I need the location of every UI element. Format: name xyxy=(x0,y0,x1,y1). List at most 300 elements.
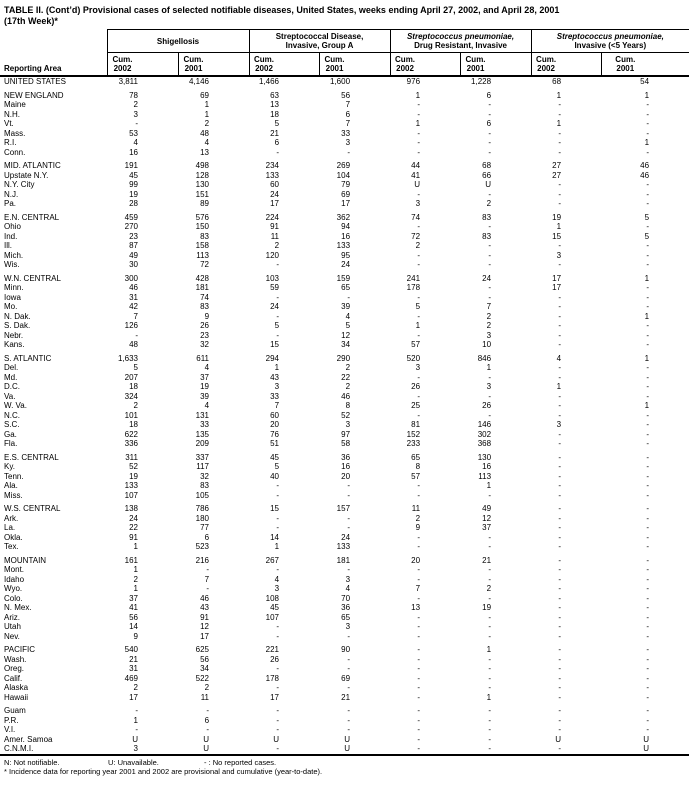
table-row xyxy=(0,716,689,726)
value-cell: U xyxy=(203,734,210,744)
value-cell: - xyxy=(347,481,351,490)
value-cell: 25 xyxy=(411,401,421,410)
value-cell: - xyxy=(347,715,351,725)
value-cell: 41 xyxy=(129,603,138,612)
value-cell: 4 xyxy=(204,138,210,147)
value-cell: 89 xyxy=(200,199,210,208)
value-cell: 52 xyxy=(341,410,351,420)
value-cell: - xyxy=(417,725,421,734)
table-row xyxy=(0,241,689,251)
value-cell: 1 xyxy=(415,90,421,100)
value-cell: - xyxy=(646,260,650,269)
value-cell: - xyxy=(417,311,421,321)
table-row xyxy=(0,331,689,341)
value-cell: 83 xyxy=(200,481,210,490)
value-cell: - xyxy=(558,471,562,481)
table-row xyxy=(0,312,689,322)
value-cell: - xyxy=(276,523,280,532)
value-cell: - xyxy=(646,372,650,382)
value-cell: - xyxy=(417,664,421,673)
value-cell: 13 xyxy=(270,100,280,109)
value-cell: 15 xyxy=(270,504,280,513)
value-cell: - xyxy=(488,631,492,641)
value-cell: - xyxy=(646,692,650,702)
value-cell: - xyxy=(558,439,562,448)
value-cell: - xyxy=(558,330,562,340)
value-cell: 107 xyxy=(124,490,138,500)
value-cell: 16 xyxy=(341,462,351,471)
value-cell: 7 xyxy=(415,584,421,593)
value-cell: - xyxy=(276,292,280,302)
value-cell: 91 xyxy=(129,532,138,542)
value-cell: - xyxy=(646,189,650,199)
table-row xyxy=(0,594,689,604)
table-title-line1: TABLE II. (Cont’d) Provisional cases of selected notifiable diseases, United States, weeks ending April 27, 2002, and April 28, 2001 xyxy=(4,5,560,15)
table-row xyxy=(0,199,689,209)
value-cell: 48 xyxy=(200,128,210,138)
table-row xyxy=(0,693,689,703)
value-cell: 191 xyxy=(124,161,138,170)
col-group-pneumoniae-drug-resistant-line2: Drug Resistant, Invasive xyxy=(414,41,507,50)
value-cell: - xyxy=(488,622,492,631)
reporting-area-cell: Wash. xyxy=(4,654,27,664)
value-cell: 37 xyxy=(129,593,138,603)
value-cell: 290 xyxy=(336,353,351,363)
table-row xyxy=(0,321,689,331)
value-cell: - xyxy=(276,683,280,692)
value-cell: 59 xyxy=(270,283,280,292)
value-cell: 32 xyxy=(200,340,210,349)
value-cell: U xyxy=(643,744,650,753)
value-cell: 24 xyxy=(341,260,351,269)
reporting-area-cell: R.I. xyxy=(4,138,17,147)
value-cell: 1 xyxy=(133,565,138,574)
table-row xyxy=(0,674,689,684)
value-cell: 36 xyxy=(341,603,351,612)
reporting-area-cell: Conn. xyxy=(4,147,26,157)
table-row xyxy=(0,584,689,594)
value-cell: 27 xyxy=(552,170,562,180)
value-cell: 4 xyxy=(345,311,351,321)
value-cell: 7 xyxy=(345,100,351,109)
reporting-area-cell: Ohio xyxy=(4,222,21,231)
value-cell: 12 xyxy=(482,513,492,523)
value-cell: - xyxy=(276,725,280,734)
value-cell: 11 xyxy=(200,692,210,702)
table-row xyxy=(0,706,689,716)
value-cell: 540 xyxy=(124,645,138,654)
value-cell: - xyxy=(417,744,421,753)
table-row xyxy=(0,373,689,383)
value-cell: 17 xyxy=(270,199,280,208)
value-cell: 22 xyxy=(341,372,351,382)
value-cell: 46 xyxy=(129,283,138,292)
value-cell: 17 xyxy=(200,631,210,641)
value-cell: 161 xyxy=(124,555,138,565)
value-cell: 58 xyxy=(341,439,351,448)
value-cell: 65 xyxy=(411,452,421,462)
value-cell: 3,811 xyxy=(118,77,138,86)
reporting-area-cell: UNITED STATES xyxy=(4,77,66,86)
value-cell: - xyxy=(646,222,650,231)
reporting-area-cell: Ala. xyxy=(4,481,18,490)
value-cell: 7 xyxy=(345,119,351,128)
value-cell: 83 xyxy=(200,302,210,311)
value-cell: 1,466 xyxy=(258,77,280,86)
value-cell: 43 xyxy=(200,603,210,612)
reporting-area-cell: W.S. CENTRAL xyxy=(4,504,61,513)
value-cell: 3 xyxy=(274,382,280,391)
reporting-area-cell: Calif. xyxy=(4,673,23,683)
value-cell: 31 xyxy=(129,292,138,302)
value-cell: - xyxy=(206,565,210,574)
value-cell: 95 xyxy=(341,250,351,260)
reporting-area-cell: Mont. xyxy=(4,565,25,574)
table-row xyxy=(0,100,689,110)
value-cell: 1,228 xyxy=(471,77,492,86)
value-cell: 12 xyxy=(341,330,351,340)
value-cell: 6 xyxy=(204,532,210,542)
value-cell: 21 xyxy=(341,692,351,702)
value-cell: 28 xyxy=(129,199,138,208)
value-cell: 2 xyxy=(486,199,492,208)
value-cell: - xyxy=(206,725,210,734)
value-cell: 27 xyxy=(552,161,562,170)
value-cell: - xyxy=(135,725,138,734)
value-cell: 7 xyxy=(486,302,492,311)
value-cell: 72 xyxy=(200,260,210,269)
col-group-pneumoniae-under5-line2: Invasive (<5 Years) xyxy=(574,41,647,50)
value-cell: - xyxy=(417,715,421,725)
value-cell: - xyxy=(646,410,650,420)
value-cell: 65 xyxy=(341,283,351,292)
value-cell: 1 xyxy=(415,321,421,330)
value-cell: - xyxy=(276,631,280,641)
value-cell: 15 xyxy=(270,340,280,349)
table-row xyxy=(0,213,689,223)
value-cell: - xyxy=(558,523,562,532)
value-cell: U xyxy=(344,744,351,753)
value-cell: 21 xyxy=(482,555,492,565)
value-cell: 6 xyxy=(486,119,492,128)
value-cell: - xyxy=(558,109,562,119)
value-cell: - xyxy=(646,439,650,448)
value-cell: - xyxy=(646,673,650,683)
value-cell: 337 xyxy=(195,452,210,462)
value-cell: - xyxy=(276,311,280,321)
value-cell: 20 xyxy=(341,471,351,481)
cum-2002-header: Cum. 2002 xyxy=(390,53,460,77)
value-cell: 4 xyxy=(345,584,351,593)
table-row xyxy=(0,401,689,411)
value-cell: - xyxy=(558,490,562,500)
value-cell: - xyxy=(488,292,492,302)
value-cell: 2 xyxy=(133,100,138,109)
table-row xyxy=(0,222,689,232)
value-cell: - xyxy=(646,574,650,584)
value-cell: 368 xyxy=(477,439,492,448)
value-cell: 135 xyxy=(195,429,210,439)
value-cell: 4 xyxy=(204,401,210,410)
value-cell: - xyxy=(276,664,280,673)
value-cell: 16 xyxy=(341,231,351,241)
table-row xyxy=(0,533,689,543)
value-cell: 21 xyxy=(270,128,280,138)
value-cell: - xyxy=(276,330,280,340)
value-cell: U xyxy=(643,734,650,744)
value-cell: 1 xyxy=(556,382,562,391)
value-cell: 1 xyxy=(644,353,650,363)
value-cell: 57 xyxy=(411,340,421,349)
value-cell: - xyxy=(558,128,562,138)
value-cell: - xyxy=(276,260,280,269)
col-group-shigellosis-label: Shigellosis xyxy=(156,36,200,46)
value-cell: 10 xyxy=(482,340,492,349)
value-cell: 90 xyxy=(341,645,351,654)
reporting-area-cell: E.N. CENTRAL xyxy=(4,212,60,222)
value-cell: 207 xyxy=(124,372,138,382)
value-cell: - xyxy=(417,138,421,147)
value-cell: 24 xyxy=(270,189,280,199)
value-cell: 2 xyxy=(345,363,351,372)
reporting-area-cell: Wyo. xyxy=(4,584,23,593)
value-cell: - xyxy=(646,292,650,302)
value-cell: 3 xyxy=(345,420,351,429)
value-cell: 1,600 xyxy=(330,77,351,86)
value-cell: - xyxy=(417,683,421,692)
cum-2002-header: Cum. 2002 xyxy=(107,53,178,77)
reporting-area-cell: NEW ENGLAND xyxy=(4,90,64,100)
value-cell: - xyxy=(558,706,562,715)
value-cell: - xyxy=(646,429,650,439)
value-cell: 7 xyxy=(204,574,210,584)
table-row xyxy=(0,110,689,120)
value-cell: - xyxy=(206,706,210,715)
value-cell: - xyxy=(646,532,650,542)
value-cell: 2 xyxy=(415,241,421,250)
value-cell: 611 xyxy=(196,353,210,363)
value-cell: 19 xyxy=(482,603,492,612)
value-cell: 54 xyxy=(640,77,650,86)
value-cell: - xyxy=(558,452,562,462)
value-cell: 133 xyxy=(124,481,138,490)
value-cell: 108 xyxy=(265,593,280,603)
value-cell: - xyxy=(347,147,351,157)
table-row xyxy=(0,725,689,735)
value-cell: - xyxy=(135,706,138,715)
value-cell: - xyxy=(646,504,650,513)
value-cell: - xyxy=(417,330,421,340)
value-cell: - xyxy=(646,128,650,138)
value-cell: - xyxy=(558,302,562,311)
reporting-area-cell: Utah xyxy=(4,622,21,631)
value-cell: - xyxy=(276,481,280,490)
value-cell: - xyxy=(646,330,650,340)
table-row xyxy=(0,439,689,449)
reporting-area-cell: Ill. xyxy=(4,241,12,250)
value-cell: 324 xyxy=(124,391,138,401)
value-cell: - xyxy=(558,401,562,410)
value-cell: 69 xyxy=(200,90,210,100)
table-row xyxy=(0,411,689,421)
value-cell: 576 xyxy=(195,212,210,222)
value-cell: 181 xyxy=(336,555,351,565)
value-cell: - xyxy=(347,706,351,715)
value-cell: - xyxy=(558,683,562,692)
reporting-area-cell: P.R. xyxy=(4,715,19,725)
value-cell: 16 xyxy=(129,147,138,157)
value-cell: - xyxy=(347,725,351,734)
footnote-no-reported-cases: - : No reported cases. xyxy=(204,757,277,767)
value-cell: 469 xyxy=(124,673,138,683)
value-cell: 33 xyxy=(270,391,280,401)
value-cell: 1 xyxy=(204,109,210,119)
value-cell: 87 xyxy=(129,241,138,250)
value-cell: 46 xyxy=(640,170,650,180)
value-cell: - xyxy=(558,321,562,330)
value-cell: 45 xyxy=(129,170,138,180)
value-cell: 2 xyxy=(274,241,280,250)
value-cell: - xyxy=(558,555,562,565)
value-cell: 76 xyxy=(270,429,280,439)
value-cell: - xyxy=(646,100,650,109)
value-cell: - xyxy=(488,734,492,744)
value-cell: - xyxy=(488,654,492,664)
value-cell: - xyxy=(646,283,650,292)
value-cell: - xyxy=(276,490,280,500)
value-cell: - xyxy=(558,725,562,734)
value-cell: 65 xyxy=(341,612,351,622)
value-cell: - xyxy=(347,292,351,302)
value-cell: 5 xyxy=(133,363,138,372)
value-cell: 300 xyxy=(124,273,138,283)
table-row xyxy=(0,260,689,270)
value-cell: - xyxy=(558,673,562,683)
value-cell: 33 xyxy=(200,420,210,429)
reporting-area-cell: Md. xyxy=(4,372,18,382)
value-cell: 133 xyxy=(265,170,280,180)
value-cell: - xyxy=(417,372,421,382)
value-cell: 12 xyxy=(200,622,210,631)
value-cell: 36 xyxy=(341,452,351,462)
value-cell: 44 xyxy=(411,161,421,170)
col-group-pneumoniae-drug-resistant xyxy=(390,30,531,53)
value-cell: 53 xyxy=(129,128,138,138)
value-cell: - xyxy=(488,283,492,292)
value-cell: - xyxy=(276,715,280,725)
reporting-area-cell: Kans. xyxy=(4,340,25,349)
value-cell: - xyxy=(417,250,421,260)
value-cell: - xyxy=(646,481,650,490)
value-cell: - xyxy=(488,683,492,692)
value-cell: - xyxy=(135,119,138,128)
value-cell: 2 xyxy=(415,513,421,523)
value-cell: - xyxy=(276,565,280,574)
value-cell: 3 xyxy=(345,622,351,631)
value-cell: 1 xyxy=(644,90,650,100)
value-cell: 1 xyxy=(644,311,650,321)
value-cell: 7 xyxy=(133,311,138,321)
table-row xyxy=(0,613,689,623)
value-cell: - xyxy=(558,744,562,753)
reporting-area-cell: Hawaii xyxy=(4,692,29,702)
value-cell: 2 xyxy=(133,574,138,584)
value-cell: 69 xyxy=(341,189,351,199)
table-row xyxy=(0,523,689,533)
value-cell: 2 xyxy=(133,683,138,692)
value-cell: - xyxy=(347,631,351,641)
value-cell: 99 xyxy=(129,180,138,189)
table-row xyxy=(0,119,689,129)
value-cell: 3 xyxy=(415,363,421,372)
value-cell: - xyxy=(646,725,650,734)
value-cell: - xyxy=(646,622,650,631)
value-cell: - xyxy=(646,683,650,692)
value-cell: 78 xyxy=(129,90,138,100)
col-group-strep-group-a-line1: Streptococcal Disease, xyxy=(275,32,364,41)
value-cell: - xyxy=(558,542,562,551)
reporting-area-cell: N. Mex. xyxy=(4,603,32,612)
value-cell: 3 xyxy=(133,744,138,753)
value-cell: 1 xyxy=(274,542,280,551)
value-cell: - xyxy=(646,631,650,641)
table-row xyxy=(0,542,689,552)
value-cell: - xyxy=(488,109,492,119)
value-cell: 24 xyxy=(270,302,280,311)
table-row xyxy=(0,744,689,755)
value-cell: 14 xyxy=(270,532,280,542)
value-cell: - xyxy=(558,199,562,208)
value-cell: 5 xyxy=(274,321,280,330)
value-cell: - xyxy=(417,100,421,109)
value-cell: 26 xyxy=(270,654,280,664)
value-cell: - xyxy=(417,189,421,199)
table-row xyxy=(0,603,689,613)
value-cell: 83 xyxy=(200,231,210,241)
table-row xyxy=(0,293,689,303)
reporting-area-cell: Alaska xyxy=(4,683,29,692)
value-cell: U xyxy=(132,734,138,744)
table-row xyxy=(0,354,689,364)
value-cell: 294 xyxy=(265,353,280,363)
value-cell: 18 xyxy=(129,420,138,429)
footnotes xyxy=(0,758,689,777)
value-cell: 49 xyxy=(482,504,492,513)
value-cell: - xyxy=(558,504,562,513)
value-cell: 91 xyxy=(200,612,210,622)
value-cell: - xyxy=(646,452,650,462)
value-cell: 157 xyxy=(336,504,351,513)
value-cell: 13 xyxy=(411,603,421,612)
value-cell: 26 xyxy=(200,321,210,330)
value-cell: 39 xyxy=(200,391,210,401)
cum-2001-header: Cum. 2001 xyxy=(319,53,390,77)
value-cell: 16 xyxy=(482,462,492,471)
value-cell: - xyxy=(558,260,562,269)
value-cell: 72 xyxy=(411,231,421,241)
value-cell: - xyxy=(347,490,351,500)
table-row xyxy=(0,472,689,482)
value-cell: 41 xyxy=(411,170,421,180)
value-cell: U xyxy=(344,734,351,744)
value-cell: - xyxy=(417,147,421,157)
value-cell: - xyxy=(558,574,562,584)
value-cell: 113 xyxy=(196,250,210,260)
notifiable-diseases-table xyxy=(0,29,689,756)
value-cell: - xyxy=(558,241,562,250)
value-cell: 5 xyxy=(274,119,280,128)
reporting-area-cell: Vt. xyxy=(4,119,14,128)
